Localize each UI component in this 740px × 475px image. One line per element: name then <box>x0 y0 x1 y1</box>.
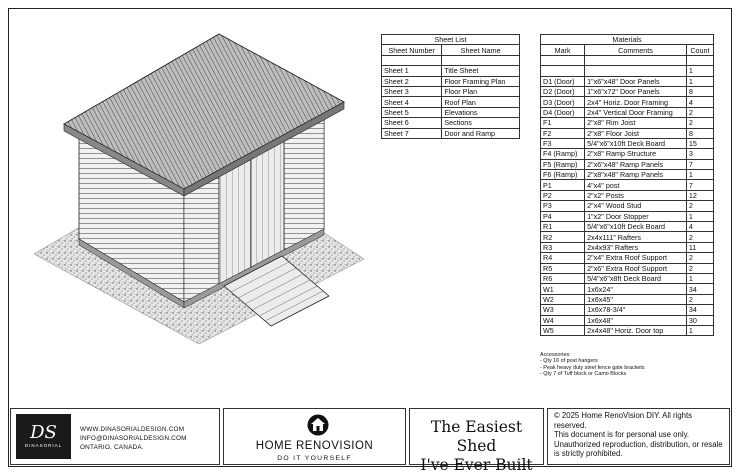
sheet-number: Sheet 6 <box>382 118 442 128</box>
brand-box <box>223 408 406 465</box>
material-count: 4 <box>686 222 713 232</box>
table-row <box>382 66 520 76</box>
material-comment: 2"x8" Rim Joist <box>585 118 687 128</box>
material-comment: 1x6x45" <box>585 294 687 304</box>
material-count: 15 <box>686 138 713 148</box>
material-count: 1 <box>686 273 713 283</box>
count-header: Count <box>686 45 713 55</box>
mark-header: Mark <box>541 45 585 55</box>
table-row <box>541 222 714 232</box>
material-comment: 5/4"x6"x10ft Deck Board <box>585 138 687 148</box>
material-comment: 1x6x24" <box>585 284 687 294</box>
designer-box <box>10 408 220 465</box>
table-row <box>382 97 520 107</box>
sheet-name: Sections <box>442 118 520 128</box>
material-mark: F5 (Ramp) <box>541 159 585 169</box>
material-count: 2 <box>686 253 713 263</box>
comments-header: Comments <box>585 45 687 55</box>
accessories-notes <box>540 352 645 377</box>
sheet-name: Floor Framing Plan <box>442 76 520 86</box>
brand-tagline: DO IT YOURSELF <box>277 455 352 462</box>
table-row <box>382 86 520 96</box>
table-row <box>541 149 714 159</box>
material-comment: 4"x4" post <box>585 180 687 190</box>
table-row <box>541 294 714 304</box>
material-mark: P3 <box>541 201 585 211</box>
material-mark: D4 (Door) <box>541 107 585 117</box>
material-count: 2 <box>686 201 713 211</box>
material-count: 2 <box>686 263 713 273</box>
material-comment: 5/4"x6"x10ft Deck Board <box>585 222 687 232</box>
table-row <box>541 180 714 190</box>
material-count: 8 <box>686 128 713 138</box>
legal-box <box>547 408 730 465</box>
email-link[interactable]: INFO@DINASORIALDESIGN.COM <box>80 435 187 442</box>
table-row <box>541 263 714 273</box>
accessory-item: - Peak heavy duty steel fence gate brackets <box>540 364 645 371</box>
materials-table <box>540 34 714 336</box>
table-row <box>541 66 714 76</box>
plan-title-line1: The Easiest Shed <box>430 418 523 455</box>
material-mark: F6 (Ramp) <box>541 170 585 180</box>
material-count: 7 <box>686 159 713 169</box>
material-mark: F1 <box>541 118 585 128</box>
table-row <box>541 211 714 221</box>
material-mark: R6 <box>541 273 585 283</box>
material-count: 34 <box>686 284 713 294</box>
material-comment: 2"x4" Wood Stud <box>585 201 687 211</box>
location-text: ONTARIO, CANADA. <box>80 444 144 451</box>
material-count: 1 <box>686 211 713 221</box>
material-count: 12 <box>686 190 713 200</box>
table-row <box>382 107 520 117</box>
material-mark: D2 (Door) <box>541 86 585 96</box>
material-count: 1 <box>686 76 713 86</box>
sheet-name: Title Sheet <box>442 66 520 76</box>
sheet-number-header: Sheet Number <box>382 45 442 55</box>
material-comment: 2x4" Vertical Door Framing <box>585 107 687 117</box>
material-mark: P1 <box>541 180 585 190</box>
brand-name: HOME RENOVISION <box>255 440 374 452</box>
sheet-name: Elevations <box>442 107 520 117</box>
table-row <box>541 315 714 325</box>
material-count: 11 <box>686 242 713 252</box>
material-mark: F4 (Ramp) <box>541 149 585 159</box>
material-comment: 5/4"x6"x8ft Deck Board <box>585 273 687 283</box>
sheet-number: Sheet 7 <box>382 128 442 138</box>
table-row <box>541 170 714 180</box>
material-mark: R1 <box>541 222 585 232</box>
sheet-number: Sheet 4 <box>382 97 442 107</box>
table-row <box>541 159 714 169</box>
material-count: 4 <box>686 97 713 107</box>
material-count: 2 <box>686 118 713 128</box>
accessories-heading: Accessories: <box>540 352 571 358</box>
material-mark: W4 <box>541 315 585 325</box>
sheet-list-table <box>381 34 520 139</box>
sheet-name: Floor Plan <box>442 86 520 96</box>
material-mark: P2 <box>541 190 585 200</box>
material-comment: 2"x8"x48" Ramp Panels <box>585 170 687 180</box>
accessory-item: - Qty 7 of Tuff block or Camo Blocks <box>540 370 627 377</box>
logo-initials: DS <box>30 422 57 443</box>
material-comment: 2x4x111" Rafters <box>585 232 687 242</box>
material-mark: R4 <box>541 253 585 263</box>
material-count: 34 <box>686 305 713 315</box>
material-comment: 1x6x48" <box>585 315 687 325</box>
sheet-number: Sheet 2 <box>382 76 442 86</box>
table-row <box>541 284 714 294</box>
sheet-list-title: Sheet List <box>382 35 520 45</box>
material-mark: R3 <box>541 242 585 252</box>
sheet-number: Sheet 3 <box>382 86 442 96</box>
materials-body <box>541 66 714 336</box>
material-comment: 1"x6"x48" Door Panels <box>585 76 687 86</box>
table-row <box>541 118 714 128</box>
website-link[interactable]: WWW.DINASORIALDESIGN.COM <box>80 426 185 433</box>
table-row <box>541 232 714 242</box>
table-row <box>541 273 714 283</box>
sheet-number: Sheet 1 <box>382 66 442 76</box>
sheet-name: Roof Plan <box>442 97 520 107</box>
table-row <box>541 138 714 148</box>
material-count: 2 <box>686 232 713 242</box>
table-row <box>541 97 714 107</box>
material-comment: 2"x8" Floor Joist <box>585 128 687 138</box>
material-mark: R2 <box>541 232 585 242</box>
table-row <box>541 253 714 263</box>
material-mark: W2 <box>541 294 585 304</box>
material-comment: 2"x6"x48" Ramp Panels <box>585 159 687 169</box>
material-comment: 2"x8" Ramp Structure <box>585 149 687 159</box>
material-mark: W5 <box>541 325 585 335</box>
plan-title-line2: I've Ever Built <box>420 456 533 474</box>
material-mark: R5 <box>541 263 585 273</box>
material-mark: D3 (Door) <box>541 97 585 107</box>
accessory-item: - Qty 16 of post hangers <box>540 358 598 365</box>
sheet-name-header: Sheet Name <box>442 45 520 55</box>
material-count: 3 <box>686 149 713 159</box>
title-block <box>10 408 730 474</box>
sheet-name: Door and Ramp <box>442 128 520 138</box>
table-row <box>541 201 714 211</box>
material-comment: 1x6x78-3/4" <box>585 305 687 315</box>
material-mark: F2 <box>541 128 585 138</box>
shed-illustration <box>34 24 364 344</box>
table-row <box>541 305 714 315</box>
material-comment: 2"x2" Posts <box>585 190 687 200</box>
material-count: 30 <box>686 315 713 325</box>
table-row <box>541 190 714 200</box>
house-icon <box>307 414 329 436</box>
material-comment: 2x4" Horiz. Door Framing <box>585 97 687 107</box>
table-row <box>541 242 714 252</box>
sheet-number: Sheet 5 <box>382 107 442 117</box>
material-comment: 1"x6"x72" Door Panels <box>585 86 687 96</box>
material-comment: 2x4x48" Horiz. Door top <box>585 325 687 335</box>
logo-subtitle: DINASORIAL <box>24 443 63 448</box>
materials-title: Materials <box>541 35 714 45</box>
table-row <box>382 118 520 128</box>
table-row <box>382 76 520 86</box>
material-count: 1 <box>686 170 713 180</box>
table-row <box>382 128 520 138</box>
material-count: 2 <box>686 294 713 304</box>
plan-title-box <box>409 408 544 474</box>
material-count: 7 <box>686 180 713 190</box>
table-row <box>541 325 714 335</box>
table-row <box>541 86 714 96</box>
material-comment: 2"x6" Extra Roof Support <box>585 263 687 273</box>
material-mark: W3 <box>541 305 585 315</box>
material-comment <box>585 66 687 76</box>
material-count: 2 <box>686 107 713 117</box>
material-count: 1 <box>686 66 713 76</box>
material-comment: 2x4x93" Rafters <box>585 242 687 252</box>
material-mark: D1 (Door) <box>541 76 585 86</box>
usage-notice: This document is for personal use only. Unauthorized reproduction, distribution, or resale is strictly prohibited. <box>554 430 723 459</box>
material-comment: 1"x2" Door Stopper <box>585 211 687 221</box>
table-row <box>541 128 714 138</box>
material-mark: W1 <box>541 284 585 294</box>
material-mark <box>541 66 585 76</box>
table-row <box>541 76 714 86</box>
material-count: 1 <box>686 325 713 335</box>
table-row <box>541 107 714 117</box>
designer-logo <box>16 414 71 459</box>
copyright-text: © 2025 Home RenoVision DIY. All rights reserved. <box>554 411 693 430</box>
material-comment: 2"x4" Extra Roof Support <box>585 253 687 263</box>
material-count: 8 <box>686 86 713 96</box>
material-mark: P4 <box>541 211 585 221</box>
material-mark: F3 <box>541 138 585 148</box>
